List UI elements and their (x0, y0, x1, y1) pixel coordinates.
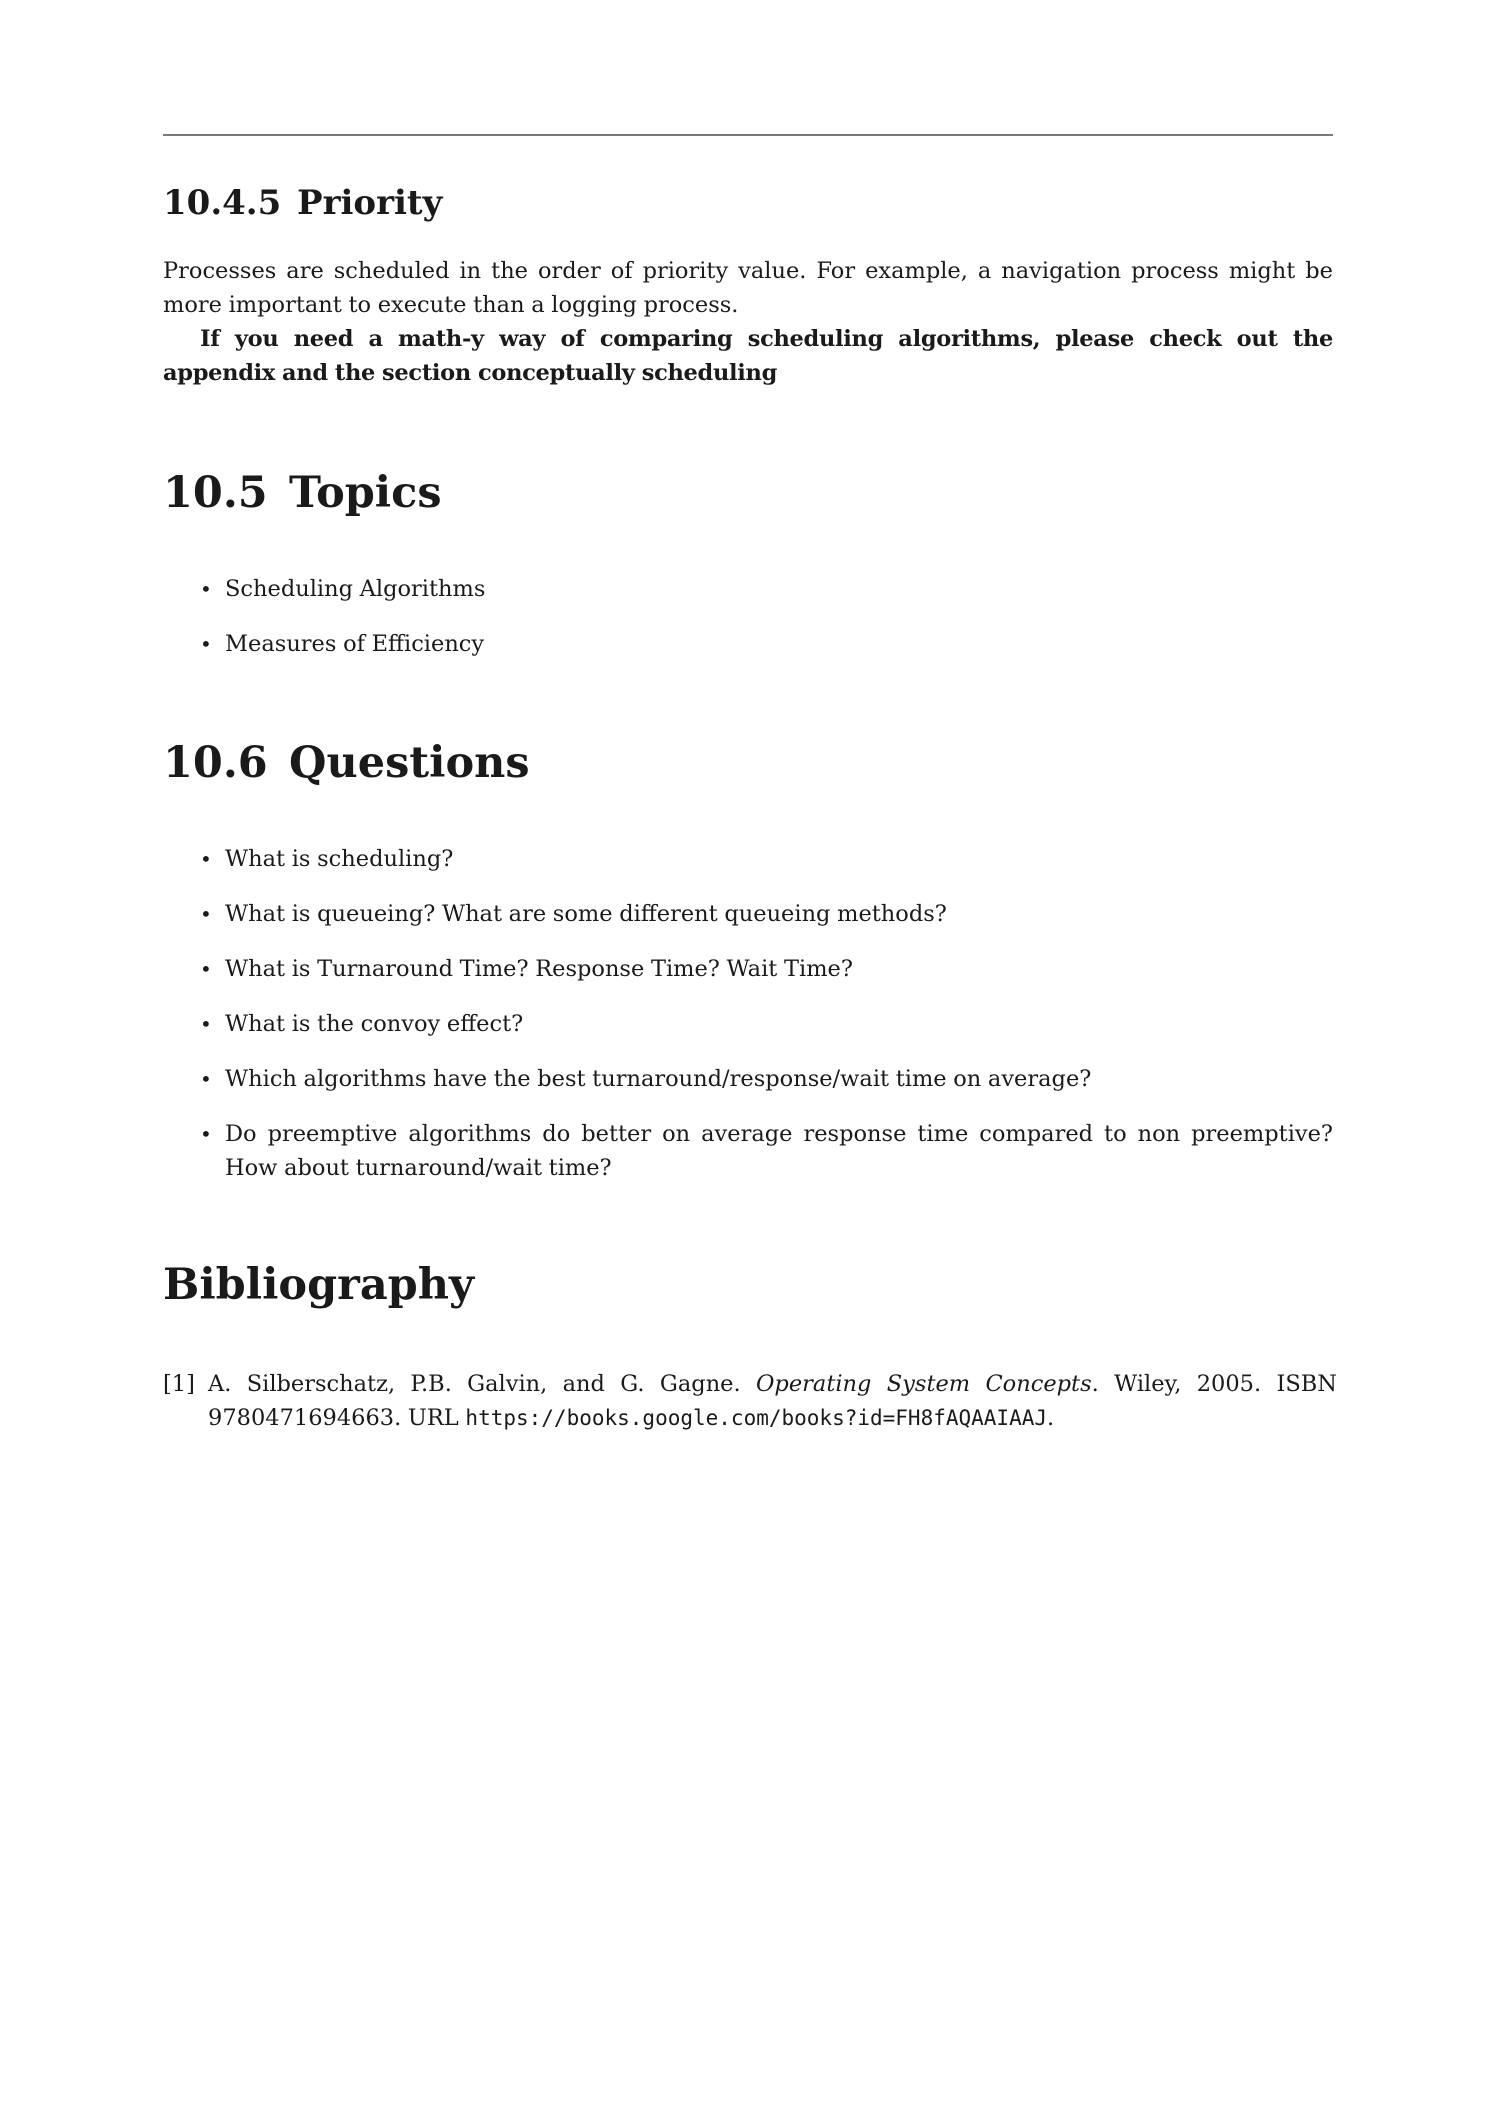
appendix-note: If you need a math-y way of comparing scheduling algorithms, please check out the appendix and the section conceptually scheduling (163, 326, 1333, 386)
list-item-text: What is the convoy effect? (225, 1011, 524, 1037)
bullet-icon: • (200, 577, 212, 601)
citation-label: [1] (163, 1371, 195, 1397)
citation-book-title: Operating System Concepts (755, 1371, 1092, 1397)
questions-list (163, 842, 1333, 1206)
subsection-number: 10.4.5 (163, 183, 282, 223)
list-item (163, 572, 1333, 606)
list-item-text: What is queueing? What are some different queueing methods? (225, 901, 947, 927)
list-item (163, 952, 1333, 986)
list-item (163, 1117, 1333, 1185)
citation-url-prefix: URL (407, 1405, 459, 1431)
section-number: 10.6 (163, 738, 268, 788)
citation-publisher: . Wiley, 2005. ISBN 9780471694663. (208, 1371, 1337, 1431)
bullet-icon: • (200, 1122, 212, 1146)
section-heading-topics (163, 468, 442, 518)
list-item-text: What is scheduling? (225, 846, 454, 872)
section-title: Questions (289, 738, 530, 788)
list-item (163, 842, 1333, 876)
section-title: Topics (289, 468, 442, 518)
list-item (163, 627, 1333, 661)
bullet-icon: • (200, 1067, 212, 1091)
list-item (163, 897, 1333, 931)
bullet-icon: • (200, 632, 212, 656)
topics-list (163, 572, 1333, 682)
list-item-text: What is Turnaround Time? Response Time? Wait Time? (225, 956, 853, 982)
header-rule (163, 134, 1333, 136)
list-item (163, 1007, 1333, 1041)
bullet-icon: • (200, 957, 212, 981)
bibliography-entry (163, 1367, 1337, 1435)
list-item-text: Do preemptive algorithms do better on average response time compared to non preemptive? How about turnaround/wait time? (225, 1121, 1333, 1181)
subsection-title: Priority (297, 183, 443, 223)
section-heading-questions (163, 738, 530, 788)
bullet-icon: • (200, 902, 212, 926)
citation-text (208, 1367, 1337, 1435)
list-item (163, 1062, 1333, 1096)
citation-end: . (1047, 1405, 1055, 1431)
bullet-icon: • (200, 1012, 212, 1036)
list-item-text: Which algorithms have the best turnaround/response/wait time on average? (225, 1066, 1092, 1092)
citation-authors: A. Silberschatz, P.B. Galvin, and G. Gagne. (208, 1371, 741, 1397)
section-number: 10.5 (163, 468, 268, 518)
priority-paragraph: Processes are scheduled in the order of priority value. For example, a navigation process might be more important to execute than a logging process. (163, 258, 1333, 318)
bullet-icon: • (200, 847, 212, 871)
list-item-text: Scheduling Algorithms (225, 576, 486, 602)
citation-url-link[interactable]: https://books.google.com/books?id=FH8fAQAAIAAJ (465, 1406, 1048, 1430)
bibliography-heading: Bibliography (163, 1260, 474, 1310)
subsection-heading-priority (163, 183, 442, 223)
list-item-text: Measures of Efficiency (225, 631, 485, 657)
